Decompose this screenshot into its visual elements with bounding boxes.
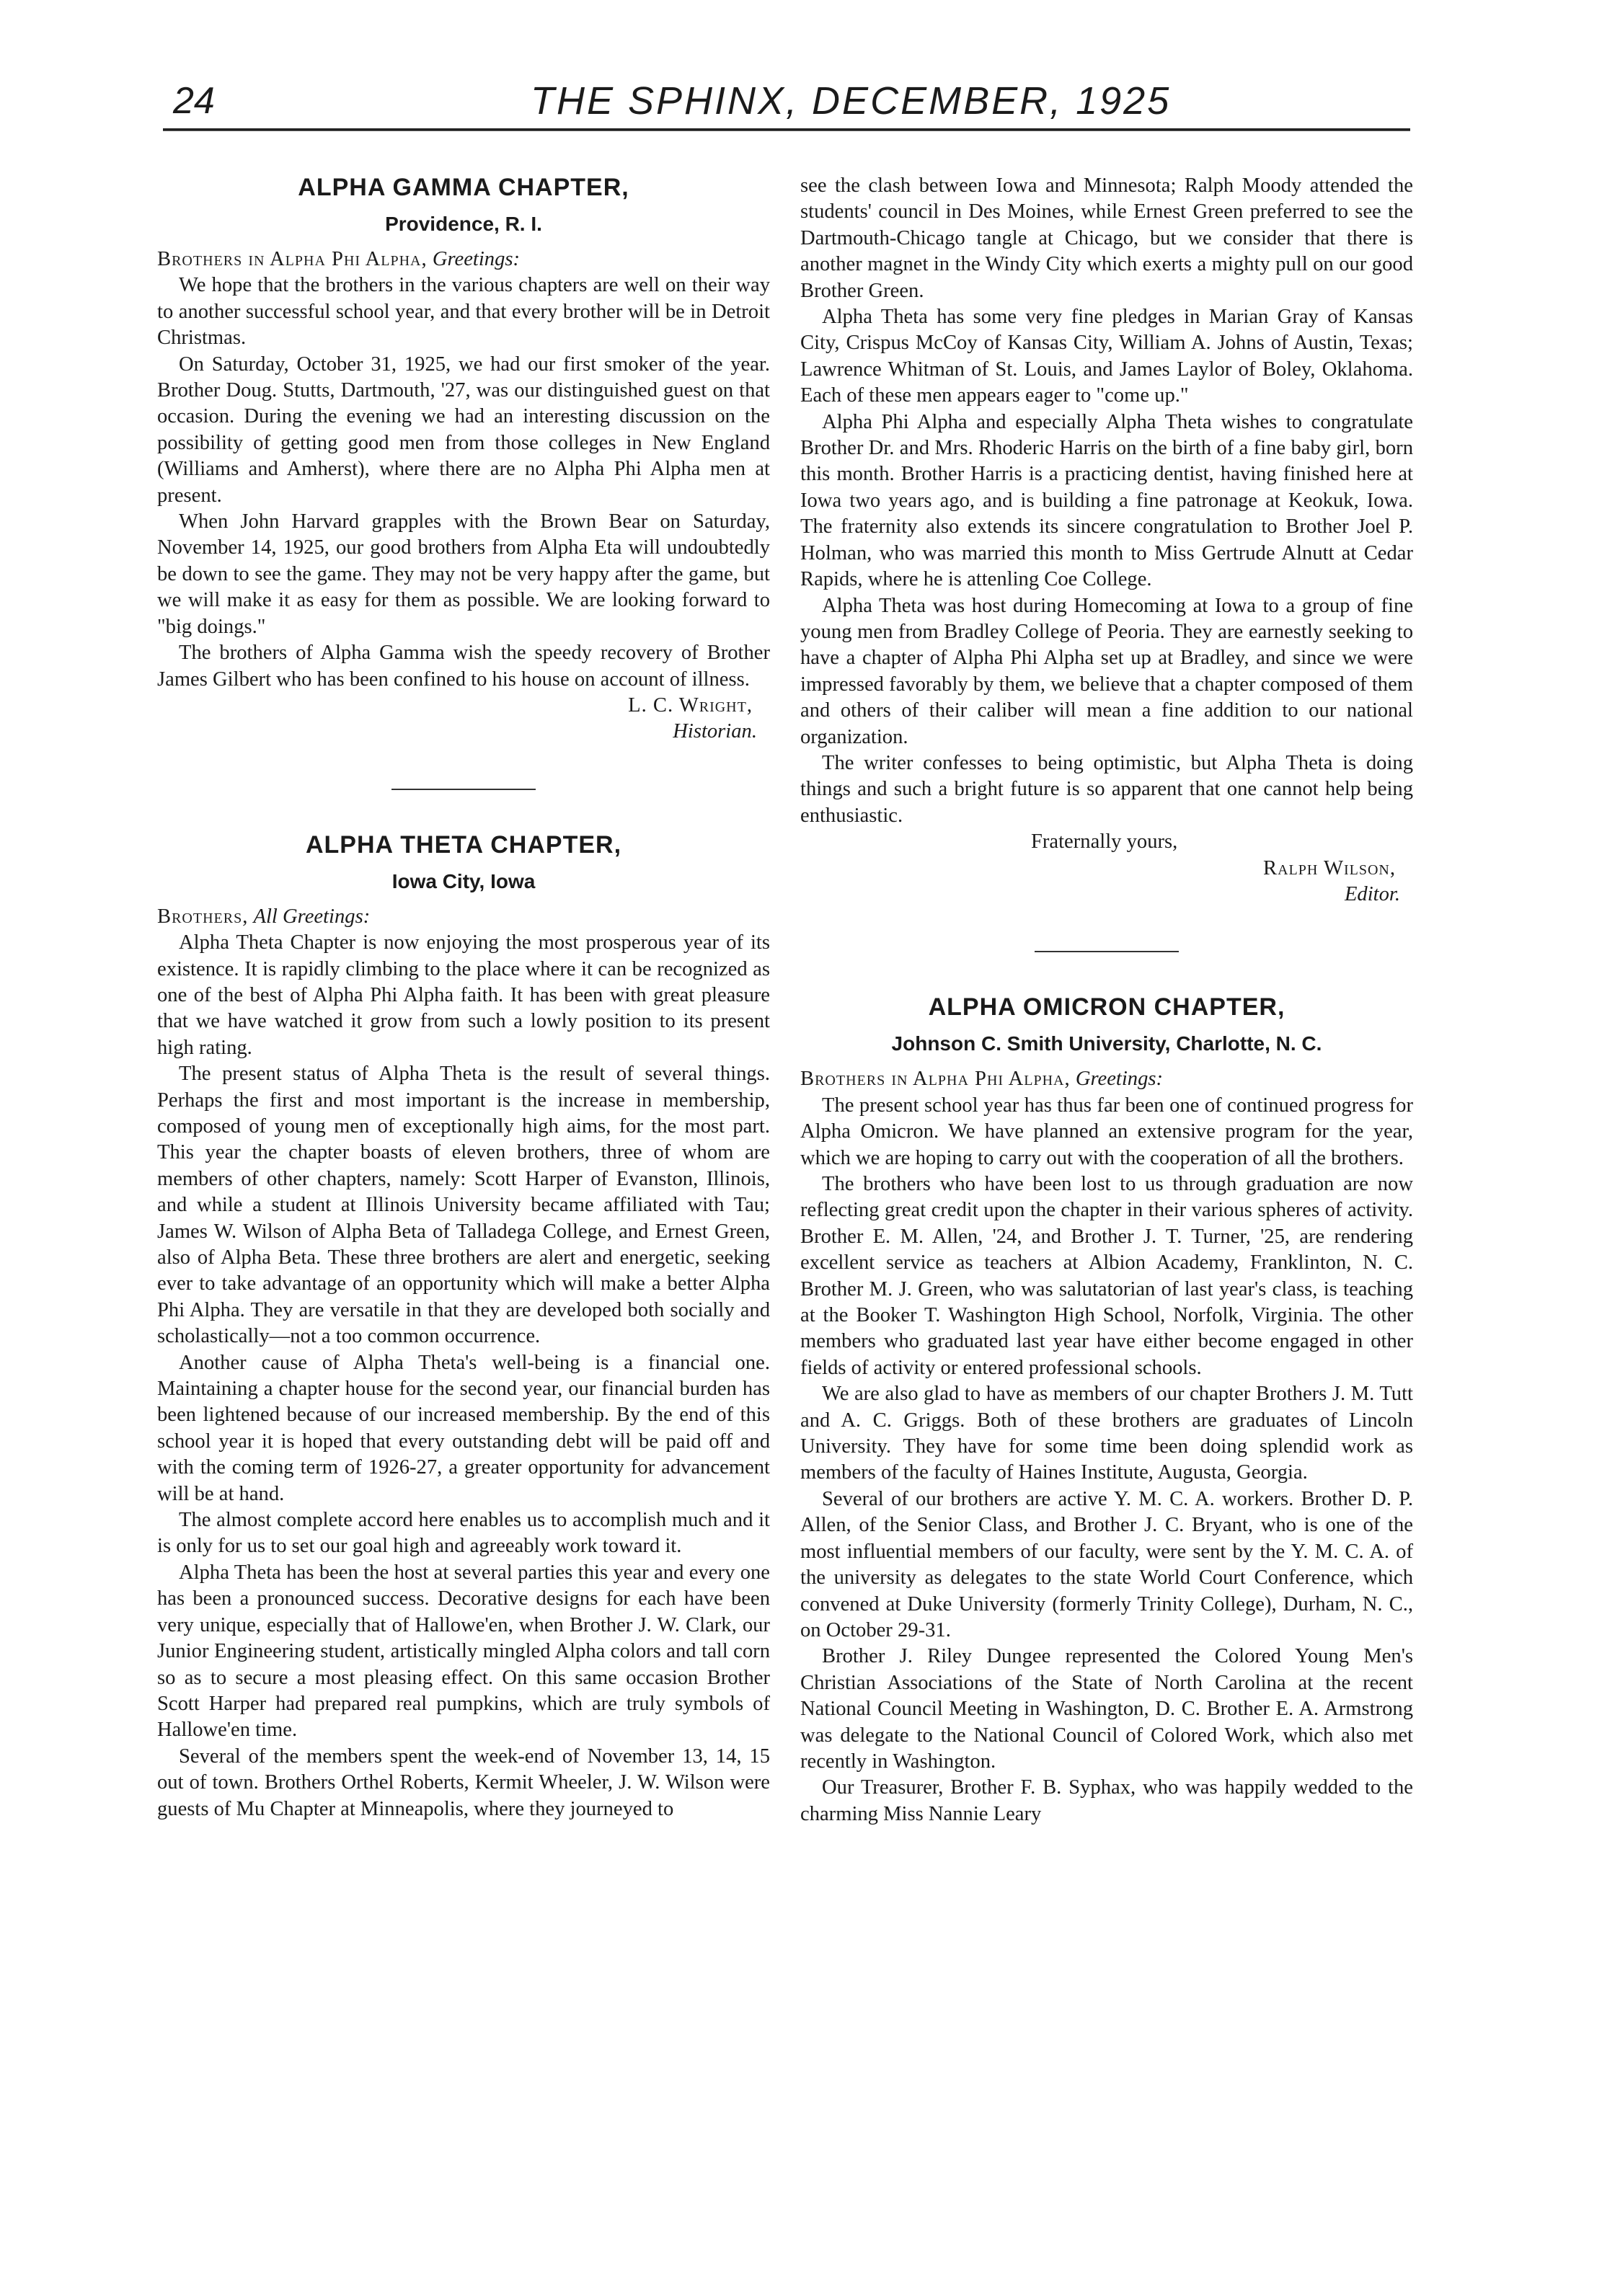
paragraph: The brothers who have been lost to us through graduation are now reflecting great credit upon the chapter in their various spheres of activity. Brother E. M. Allen, '24, and Brother J. T. Turner, '25, are rendering excellent service as teachers at Albion Academy, Franklinton, N. C. Brother M. J. Green, who was salutatorian of last year's class, is teaching at the Booker T. Washington High School, Norfolk, Virginia. The other members who graduated last year have either become engaged in other fields of activity or entered professional schools.: [800, 1173, 1413, 1379]
left-column: [157, 173, 770, 2292]
salutation-greeting: Greetings:: [432, 248, 521, 270]
paragraph: We hope that the brothers in the various chapters are well on their way to another successful school year, and that every brother will be in Detroit Christmas.: [157, 274, 770, 350]
paragraph: Our Treasurer, Brother F. B. Syphax, who was happily wedded to the charming Miss Nannie Leary: [800, 1776, 1413, 1825]
signature-role: Editor.: [1344, 882, 1400, 905]
paragraph: Another cause of Alpha Theta's well-being is a financial one. Maintaining a chapter house for the second year, our financial burden has been lightened because of our increased membership. By the end of this school year it is hoped that every outstanding debt will be paid off and with the coming term of 1926-27, a greater opportunity for advancement will be at hand.: [157, 1351, 770, 1505]
paragraph: Several of our brothers are active Y. M. C. A. workers. Brother D. P. Allen, of the Senior Class, and Brother J. C. Bryant, who is one of the most influential members of our faculty, were sent by the Y. M. C. A. of the university as delegates to the state World Court Conference, which convened at Duke University (formerly Trinity College), Durham, N. C., on October 29-31.: [800, 1487, 1413, 1641]
paragraph: Alpha Theta has some very fine pledges in Marian Gray of Kansas City, Crispus McCoy of Kansas City, William A. Johns of Austin, Texas; Lawrence Whitman of St. Louis, and James Laylor of Boley, Oklahoma. Each of these men appears eager to "come up.": [800, 306, 1413, 407]
paragraph-continued: see the clash between Iowa and Minnesota; Ralph Moody attended the students' council in Des Moines, while Ernest Green preferred to see the Dartmouth-Chicago tangle at Chicago, but we consider that there is another magnet in the Windy City which exerts a mighty pull on our good Brother Green.: [800, 174, 1413, 302]
signature-name: Ralph Wilson,: [1263, 856, 1396, 879]
paragraph: The brothers of Alpha Gamma wish the speedy recovery of Brother James Gilbert who has been confined to his house on account of illness.: [157, 642, 770, 691]
paragraph: We are also glad to have as members of our chapter Brothers J. M. Tutt and A. C. Griggs. Both of these brothers are graduates of Lincoln University. They have for some time been doing splendid work as members of the faculty of Haines Institute, Augusta, Georgia.: [800, 1383, 1413, 1484]
closing: Fraternally yours,: [1031, 830, 1178, 854]
paragraph: Alpha Theta Chapter is now enjoying the most prosperous year of its existence. It is rapidly climbing to the place where it can be recognized as one of the best of Alpha Phi Alpha faith. It has been with great pleasure that we have watched it grow from such a lowly position to its present high rating.: [157, 931, 770, 1059]
paragraph: When John Harvard grapples with the Brown Bear on Saturday, November 14, 1925, our good brothers from Alpha Eta will undoubtedly be down to see the game. They may not be very happy after the game, but we will make it as easy for them as possible. We are looking forward to "big doings.": [157, 510, 770, 638]
section-location: Iowa City, Iowa: [391, 869, 536, 892]
paragraph: On Saturday, October 31, 1925, we had our first smoker of the year. Brother Doug. Stutts, Dartmouth, '27, was our distinguished guest on that occasion. During the evening we had an interesting discussion on the possibility of getting good men from those colleges in New England (Williams and Amherst), where there are no Alpha Phi Alpha men at present.: [157, 353, 770, 507]
salutation: [157, 904, 770, 930]
section-title: ALPHA THETA CHAPTER,: [305, 830, 622, 859]
section-divider: [391, 789, 536, 790]
signature-name: L. C. Wright,: [628, 693, 753, 717]
section-location: Johnson C. Smith University, Charlotte, N. C.: [891, 1032, 1322, 1055]
paragraph: Brother J. Riley Dungee represented the Colored Young Men's Christian Associations of the State of North Carolina at the recent National Council Meeting in Washington, D. C. Brother E. A. Armstrong was delegate to the National Council of Colored Work, which also met recently in Washington.: [800, 1645, 1413, 1773]
section-title: ALPHA GAMMA CHAPTER,: [298, 174, 629, 201]
paragraph: The writer confesses to being optimistic, but Alpha Theta is doing things and such a bright future is so apparent that one cannot help being enthusiastic.: [800, 751, 1413, 827]
salutation: [157, 247, 770, 272]
paragraph: Alpha Theta has been the host at several parties this year and every one has been a pronounced success. Decorative designs for each have been very unique, especially that of Hallowe'en, when Brother J. W. Clark, our Junior Engineering student, artistically mingled Alpha colors and tall corn so as to secure a most pleasing effect. On this same occasion Brother Scott Harper had prepared real pumpkins, which are truly symbols of Hallowe'en time.: [157, 1561, 770, 1742]
right-column: [800, 173, 1413, 2292]
page-number: 24: [173, 80, 215, 122]
signature-role: Historian.: [673, 720, 757, 743]
paragraph: Several of the members spent the week-end of November 13, 14, 15 out of town. Brothers Orthel Roberts, Kermit Wheeler, J. W. Wilson were guests of Mu Chapter at Minneapolis, where they journeyed to: [157, 1745, 770, 1820]
salutation-greeting: Greetings:: [1075, 1068, 1164, 1091]
salutation: [800, 1066, 1413, 1092]
salutation-address: Brothers in Alpha Phi Alpha,: [800, 1068, 1071, 1091]
salutation-address: Brothers,: [157, 905, 249, 928]
paragraph: The present school year has thus far been one of continued progress for Alpha Omicron. We have planned an extensive program for the year, which we are hoping to carry out with the cooperation of all the brothers.: [800, 1094, 1413, 1169]
alpha-gamma-section: [157, 173, 770, 745]
paragraph: Alpha Theta was host during Homecoming at Iowa to a group of fine young men from Bradley College of Peoria. They are earnestly seeking to have a chapter of Alpha Phi Alpha set up at Bradley, and since we were impressed favorably by them, we believe that a chapter composed of them and others of their caliber will mean a fine addition to our national organization.: [800, 594, 1413, 748]
alpha-omicron-section: [800, 993, 1413, 1827]
running-title: THE SPHINX, DECEMBER, 1925: [531, 79, 1172, 123]
alpha-theta-continued: [800, 173, 1413, 908]
section-location: Providence, R. I.: [385, 213, 542, 235]
section-title: ALPHA OMICRON CHAPTER,: [928, 993, 1285, 1021]
salutation-address: Brothers in Alpha Phi Alpha,: [157, 248, 428, 270]
salutation-greeting: All Greetings:: [253, 905, 371, 928]
alpha-theta-section: [157, 830, 770, 1822]
paragraph: The present status of Alpha Theta is the result of several things. Perhaps the first and most important is the increase in membership, composed of young men of exceptionally high aims, for the most part. This year the chapter boasts of eleven brothers, three of whom are members of other chapters, namely: Scott Harper of Evanston, Illinois, and while a student at Illinois University became affiliated with Tau; James W. Wilson of Alpha Beta of Talladega College, and Ernest Green, also of Alpha Beta. These three brothers are alert and energetic, seeking ever to take advantage of an opportunity which will make a better Alpha Phi Alpha. They are versatile in that they are developed both socially and scholastically—not a too common occurrence.: [157, 1063, 770, 1348]
header-rule: [163, 128, 1410, 131]
section-divider: [1035, 951, 1179, 952]
paragraph: Alpha Phi Alpha and especially Alpha Theta wishes to congratulate Brother Dr. and Mrs. Rhoderic Harris on the birth of a fine baby girl, born this month. Brother Harris is a practicing dentist, having finished here at Iowa two years ago, and is building a fine patronage at Keokuk, Iowa. The fraternity also extends its sincere congratulation to Brother Joel P. Holman, who was married this month to Miss Gertrude Alnutt at Cedar Rapids, where he is attenling Coe College.: [800, 410, 1413, 591]
paragraph: The almost complete accord here enables us to accomplish much and it is only for us to set our goal high and agreeably work toward it.: [157, 1509, 770, 1558]
page-header: [163, 78, 1410, 136]
